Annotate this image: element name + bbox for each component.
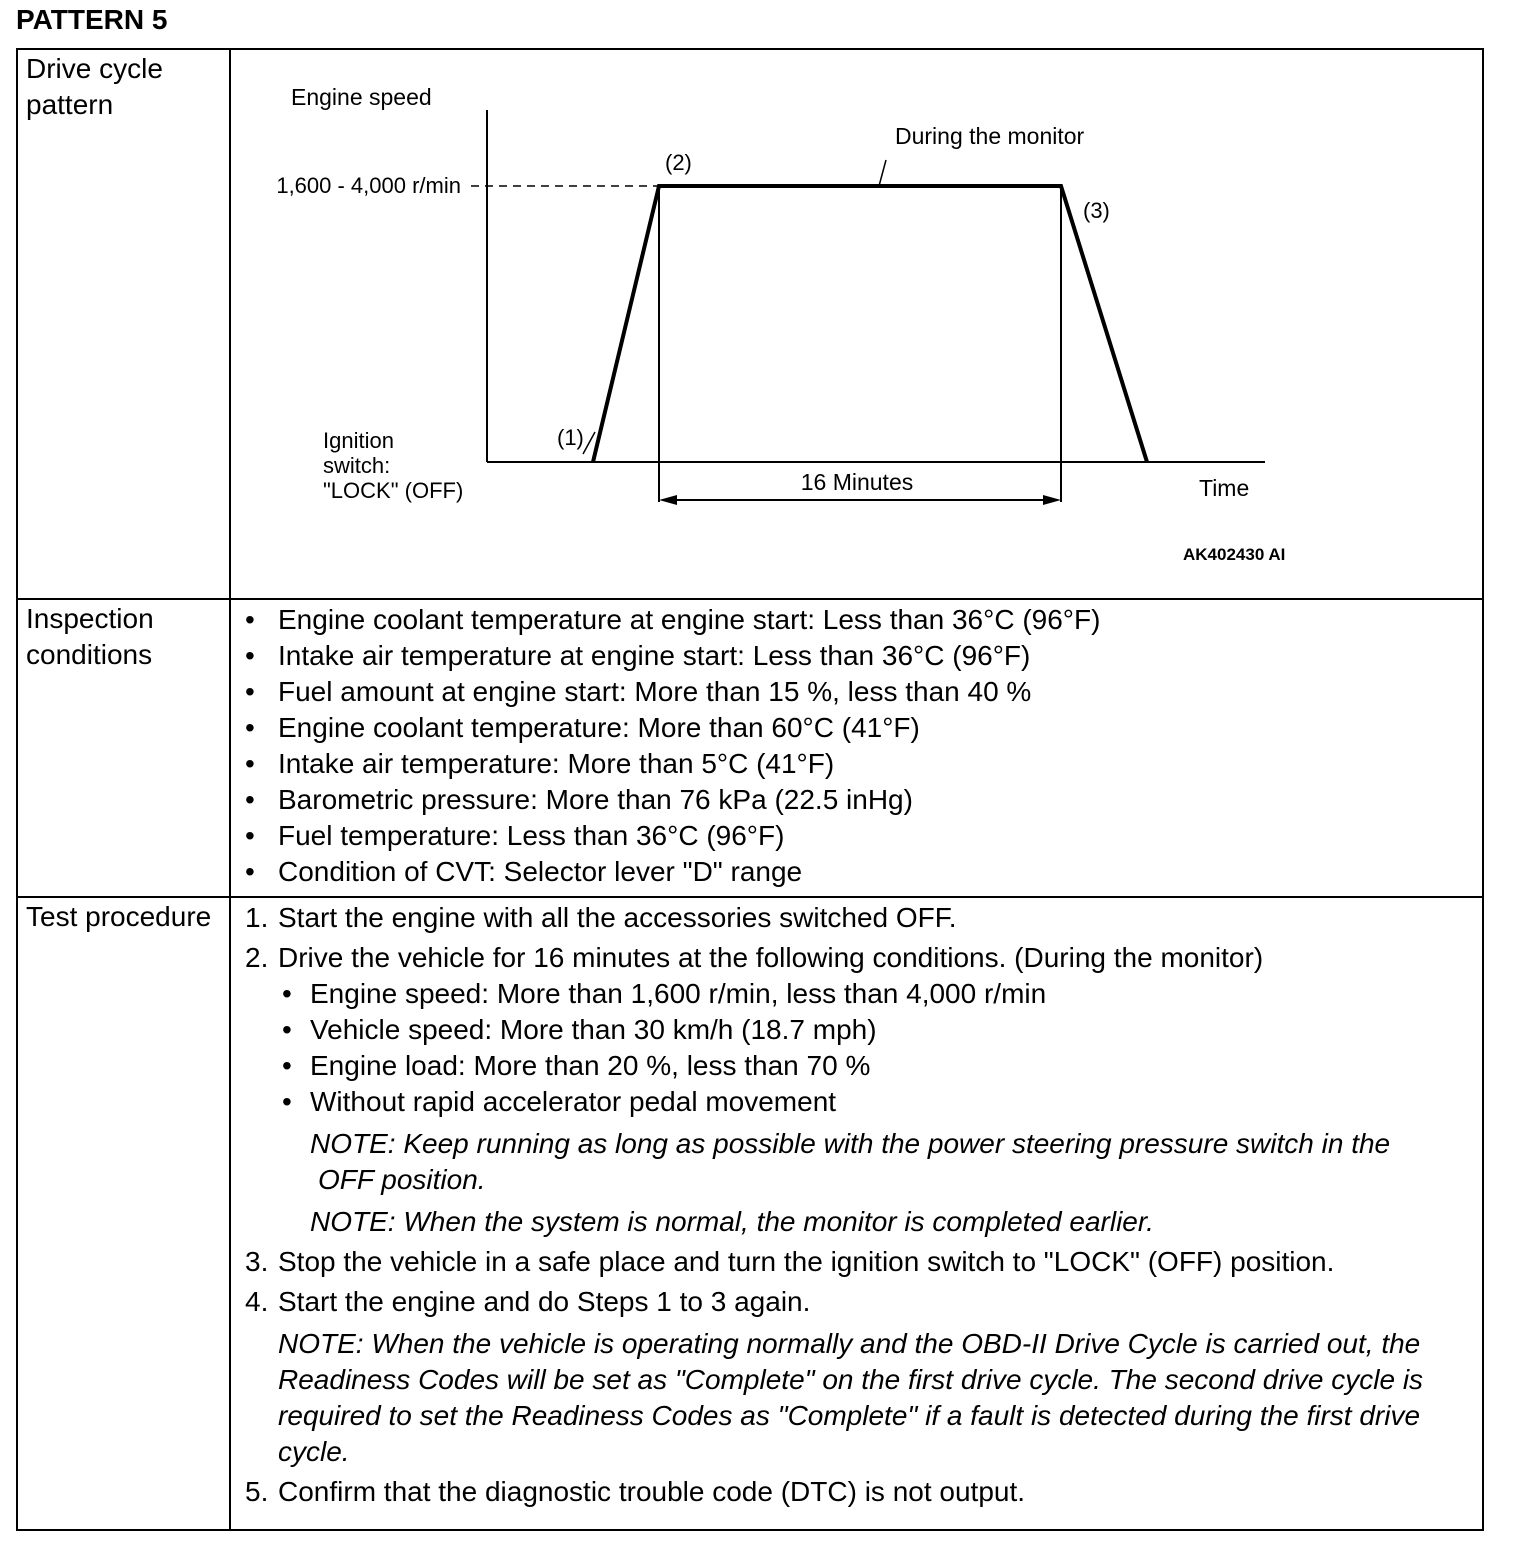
inspection-cell: [230, 599, 1483, 897]
inspection-condition-item: • Fuel amount at engine start: More than 15 %, less than 40 %: [245, 674, 1482, 710]
speed-range-label: 1,600 - 4,000 r/min: [276, 173, 461, 198]
duration-arrow-left: [659, 495, 677, 505]
ignition-label-line3: "LOCK" (OFF): [323, 478, 464, 503]
note-system-normal: NOTE: When the system is normal, the monitor is completed earlier.: [310, 1206, 1154, 1237]
drive-cycle-cell: [230, 49, 1483, 599]
drive-cycle-svg: [231, 50, 1489, 598]
x-axis-label: Time: [1199, 475, 1250, 501]
monitor-label: During the monitor: [895, 123, 1085, 149]
step2-condition-item: • Without rapid accelerator pedal movement: [278, 1084, 1482, 1120]
inspection-condition-item: • Intake air temperature at engine start: Less than 36°C (96°F): [245, 638, 1482, 674]
test-procedure-cell: [230, 897, 1483, 1530]
step-text: Drive the vehicle for 16 minutes at the following conditions. (During the monitor): [278, 942, 1264, 973]
test-procedure-label: Test procedure: [17, 897, 230, 1530]
inspection-condition-item: • Barometric pressure: More than 76 kPa (22.5 inHg): [245, 782, 1482, 818]
point1-label: (1): [557, 425, 584, 450]
drive-cycle-row: [17, 49, 1483, 599]
test-procedure-row: [17, 897, 1483, 1530]
note-power-steering: NOTE: Keep running as long as possible with the power steering pressure switch in the OFF position.: [310, 1128, 1391, 1195]
duration-label: 16 Minutes: [800, 469, 914, 495]
drive-cycle-table: [16, 48, 1484, 1531]
procedure-step-4: [245, 1284, 1482, 1320]
point2-label: (2): [665, 150, 692, 175]
step2-condition-item: • Vehicle speed: More than 30 km/h (18.7 mph): [278, 1012, 1482, 1048]
drive-cycle-label: Drive cycle pattern: [17, 49, 230, 599]
step2-condition-item: • Engine load: More than 20 %, less than 70 %: [278, 1048, 1482, 1084]
step-number: 5.: [245, 1476, 269, 1507]
step-number: 4.: [245, 1286, 269, 1317]
ignition-label-line2: switch:: [323, 453, 391, 478]
step2-condition-item: • Engine speed: More than 1,600 r/min, less than 4,000 r/min: [278, 976, 1482, 1012]
note-readiness-codes: NOTE: When the vehicle is operating normally and the OBD-II Drive Cycle is carried out, the Readiness Codes will be set as "Complete" on the first drive cycle. The second drive cycle is required to set the Readiness Codes as "Complete" if a fault is detected during the first drive cycle.: [278, 1328, 1424, 1467]
step-text: Stop the vehicle in a safe place and turn the ignition switch to "LOCK" (OFF) position.: [278, 1246, 1335, 1277]
point3-label: (3): [1083, 198, 1110, 223]
y-axis-label: Engine speed: [291, 84, 432, 110]
inspection-condition-item: • Condition of CVT: Selector lever "D" range: [245, 854, 1482, 890]
step-number: 1.: [245, 902, 269, 933]
inspection-condition-item: • Engine coolant temperature at engine start: Less than 36°C (96°F): [245, 602, 1482, 638]
point1-leader-line: [583, 432, 595, 454]
monitor-leader-line: [879, 160, 886, 186]
inspection-row: [17, 599, 1483, 897]
inspection-condition-item: • Intake air temperature: More than 5°C (41°F): [245, 746, 1482, 782]
step-text: Start the engine and do Steps 1 to 3 again.: [278, 1286, 811, 1317]
engine-speed-profile: [593, 186, 1147, 462]
ignition-label-line1: Ignition: [323, 428, 394, 453]
step-text: Confirm that the diagnostic trouble code (DTC) is not output.: [278, 1476, 1026, 1507]
inspection-condition-item: • Engine coolant temperature: More than 60°C (41°F): [245, 710, 1482, 746]
drive-cycle-diagram: [231, 50, 1489, 598]
figure-id: AK402430 AI: [1183, 545, 1286, 564]
procedure-step-3: [245, 1244, 1482, 1280]
step-number: 2.: [245, 942, 269, 973]
inspection-condition-item: • Fuel temperature: Less than 36°C (96°F): [245, 818, 1482, 854]
step-text: Start the engine with all the accessories switched OFF.: [278, 902, 957, 933]
procedure-step-5: [245, 1474, 1482, 1510]
procedure-steps: [231, 898, 1482, 1510]
step-number: 3.: [245, 1246, 269, 1277]
duration-arrow-right: [1043, 495, 1061, 505]
procedure-step-1: [245, 900, 1482, 936]
inspection-label: Inspection conditions: [17, 599, 230, 897]
step2-conditions-list: [278, 976, 1482, 1120]
page-title: PATTERN 5: [16, 4, 168, 35]
procedure-step-2: [245, 940, 1482, 1240]
inspection-conditions-list: [231, 600, 1482, 890]
